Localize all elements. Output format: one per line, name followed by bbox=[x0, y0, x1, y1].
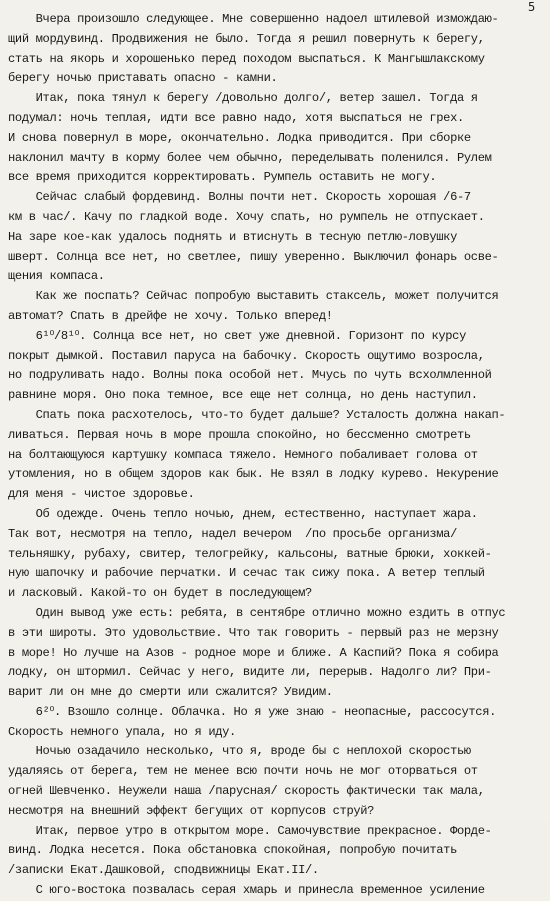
text-line: 6²⁰. Взошло солнце. Облачка. Но я уже знаю - неопасные, рассосутся. bbox=[8, 704, 497, 719]
text-line: /записки Екат.Дашковой, сподвижницы Екат.II/. bbox=[8, 863, 319, 878]
text-line: ливаться. Первая ночь в море прошла спокойно, но бессменно смотреть bbox=[8, 427, 471, 442]
text-line: Скорость немного упала, но я иду. bbox=[8, 724, 236, 739]
text-line: км в час/. Качу по гладкой воде. Хочу спать, но румпель не отпускает. bbox=[8, 209, 485, 224]
typewritten-text bbox=[8, 10, 546, 901]
text-line: винд. Лодка несется. Пока обстановка спокойная, попробую почитать bbox=[8, 843, 457, 858]
text-line: Один вывод уже есть: ребята, в сентябре отлично можно ездить в отпус bbox=[8, 605, 506, 620]
text-line: огней Шевченко. Неужели наша /парусная/ скорость фактически так мала, bbox=[8, 784, 485, 799]
text-line: На заре кое-как удалось поднять и втиснуть в тесную петлю-ловушку bbox=[8, 229, 457, 244]
text-line: на болтающуюся картушку компаса тяжело. Немного побаливает голова от bbox=[8, 447, 478, 462]
text-line: ную шапочку и рабочие перчатки. И сечас так сижу пока. А ветер теплый bbox=[8, 566, 485, 581]
text-line: щий мордувинд. Продвижения не было. Тогда я решил повернуть к берегу, bbox=[8, 31, 485, 46]
text-line: для меня - чистое здоровье. bbox=[8, 487, 195, 502]
text-line: Итак, пока тянул к берегу /довольно долго/, ветер зашел. Тогда я bbox=[8, 91, 478, 106]
page-number: 5 bbox=[528, 0, 536, 14]
text-line: в море! Но лучше на Азов - родное море и ближе. А Каспий? Пока я собира bbox=[8, 645, 499, 660]
text-line: Спать пока расхотелось, что-то будет дальше? Усталость должна накап- bbox=[8, 407, 506, 422]
text-line: варит ли он мне до смерти или сжалится? Увидим. bbox=[8, 685, 333, 700]
text-line: лодку, он штормил. Сейчас у него, видите ли, перерыв. Надолго ли? При- bbox=[8, 665, 492, 680]
text-line: удаляясь от берега, тем не менее всю почти ночь не мог оторваться от bbox=[8, 764, 478, 779]
text-line: покрыт дымкой. Поставил паруса на бабочку. Скорость ощутимо возросла, bbox=[8, 348, 485, 363]
text-line: утомления, но в общем здоров как бык. Не взял в лодку курево. Некурение bbox=[8, 467, 499, 482]
text-line: шверт. Солнца все нет, но светлее, пишу уверенно. Выключил фонарь осве- bbox=[8, 249, 499, 264]
text-line: но подруливать надо. Волны пока особой нет. Мчусь по чуть всхолмленной bbox=[8, 368, 492, 383]
text-line: в эти широты. Это удовольствие. Что так говорить - первый раз не мерзну bbox=[8, 625, 499, 640]
text-line: все время приходится корректировать. Румпель оставить не могу. bbox=[8, 170, 437, 185]
text-line: Вчера произошло следующее. Мне совершенно надоел штилевой измождаю- bbox=[8, 12, 499, 26]
text-line: Как же поспать? Сейчас попробую выставить стаксель, может получится bbox=[8, 289, 499, 304]
text-line: И снова повернул в море, окончательно. Лодка приводится. При сборке bbox=[8, 130, 471, 145]
text-line: несмотря на внешний эффект бегущих от корпусов струй? bbox=[8, 803, 375, 818]
text-line: автомат? Спать в дрейфе не хочу. Только вперед! bbox=[8, 308, 333, 323]
text-line: С юго-востока позвалась серая хмарь и принесла временное усиление bbox=[8, 883, 485, 898]
text-line: Итак, первое утро в открытом море. Самочувствие прекрасное. Форде- bbox=[8, 823, 492, 838]
text-line: Об одежде. Очень тепло ночью, днем, естественно, наступает жара. bbox=[8, 506, 478, 521]
text-line: берегу ночью приставать опасно - камни. bbox=[8, 71, 278, 86]
text-line: тельняшку, рубаху, свитер, телогрейку, кальсоны, ватные брюки, хоккей- bbox=[8, 546, 492, 561]
text-line: и ласковый. Какой-то он будет в последующем? bbox=[8, 586, 312, 601]
text-line: 6¹⁰/8¹⁰. Солнца все нет, но свет уже дневной. Горизонт по курсу bbox=[8, 328, 466, 343]
text-line: равнине моря. Оно пока темное, все еще нет солнца, но день наступил. bbox=[8, 388, 478, 403]
text-line: Сейчас слабый фордевинд. Волны почти нет. Скорость хорошая /6-7 bbox=[8, 190, 471, 205]
text-line: подумал: ночь теплая, идти все равно надо, хотя выспаться не грех. bbox=[8, 110, 464, 125]
text-line: наклонил мачту в корму более чем обычно, переделывать поленился. Рулем bbox=[8, 150, 492, 165]
text-line: Ночью озадачило несколько, что я, вроде бы с неплохой скоростью bbox=[8, 744, 471, 759]
text-line: Так вот, несмотря на тепло, надел вечером /по просьбе организма/ bbox=[8, 526, 457, 541]
text-line: щения компаса. bbox=[8, 269, 105, 284]
text-line: стать на якорь и хорошенько перед походом выспаться. К Мангышлакскому bbox=[8, 51, 485, 66]
